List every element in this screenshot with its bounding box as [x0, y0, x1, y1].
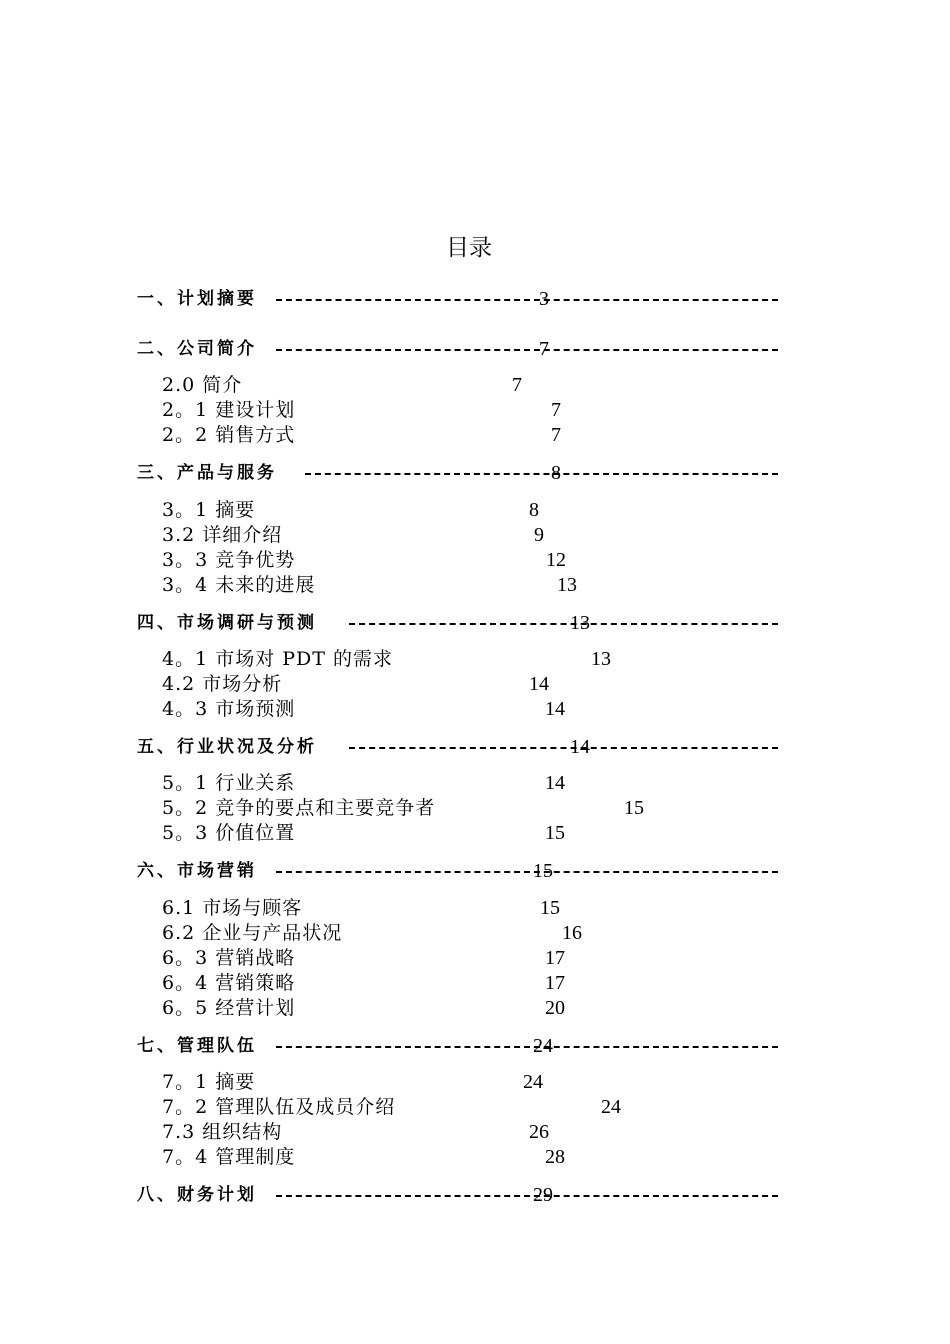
toc-subsection-page: 15 [624, 797, 644, 819]
toc-section[interactable] [137, 610, 778, 636]
toc-section-label: 七、管理队伍 [137, 1036, 257, 1056]
toc-subsection-page: 8 [529, 499, 539, 521]
toc-subsection-label: 7.3 组织结构 [162, 1121, 283, 1143]
toc-subsection-label: 6。4 营销策略 [162, 972, 296, 994]
toc-subsection-label: 6.2 企业与产品状况 [162, 922, 343, 944]
toc-section-page: 15 [533, 860, 553, 882]
toc-subsection[interactable] [162, 647, 393, 672]
toc-subsection-label: 2。2 销售方式 [162, 424, 296, 446]
toc-subsection[interactable] [162, 821, 295, 846]
toc-section[interactable] [137, 1182, 778, 1208]
toc-subsection[interactable] [162, 1070, 255, 1095]
toc-subsection[interactable] [162, 373, 242, 398]
toc-section-page: 7 [539, 338, 549, 360]
toc-section-label: 六、市场营销 [137, 861, 257, 881]
toc-subsection-label: 3.2 详细介绍 [162, 524, 283, 546]
toc-section[interactable] [137, 460, 778, 486]
toc-subsection-page: 24 [601, 1096, 621, 1118]
toc-section-label: 一、计划摘要 [137, 289, 257, 309]
toc-subsection-label: 3。4 未来的进展 [162, 574, 316, 596]
toc-subsection[interactable] [162, 548, 295, 573]
toc-section[interactable] [137, 336, 778, 362]
toc-subsection[interactable] [162, 398, 295, 423]
toc-subsection-label: 7。2 管理队伍及成员介绍 [162, 1096, 396, 1118]
toc-subsection[interactable] [162, 498, 255, 523]
toc-subsection-page: 13 [591, 648, 611, 670]
toc-subsection-page: 26 [529, 1121, 549, 1143]
toc-subsection[interactable] [162, 423, 295, 448]
toc-section-page: 3 [539, 288, 549, 310]
toc-subsection-label: 4.2 市场分析 [162, 673, 283, 695]
dotted-leader [349, 747, 778, 749]
toc-subsection-page: 24 [523, 1071, 543, 1093]
toc-subsection-label: 5。1 行业关系 [162, 772, 296, 794]
toc-subsection[interactable] [162, 771, 295, 796]
toc-subsection[interactable] [162, 996, 295, 1021]
toc-subsection-page: 12 [546, 549, 566, 571]
toc-subsection-page: 16 [562, 922, 582, 944]
toc-subsection[interactable] [162, 523, 282, 548]
toc-subsection-page: 14 [545, 772, 565, 794]
toc-section-label: 四、市场调研与预测 [137, 613, 317, 633]
toc-subsection-label: 3。1 摘要 [162, 499, 256, 521]
toc-subsection-page: 9 [534, 524, 544, 546]
toc-subsection-page: 7 [551, 424, 561, 446]
toc-subsection[interactable] [162, 672, 282, 697]
toc-section[interactable] [137, 858, 778, 884]
toc-section-label: 八、财务计划 [137, 1185, 257, 1205]
toc-subsection-label: 4。1 市场对 PDT 的需求 [162, 648, 393, 670]
toc-section-label: 二、公司简介 [137, 339, 257, 359]
toc-section-page: 24 [533, 1035, 553, 1057]
dotted-leader [276, 1046, 778, 1048]
toc-subsection-page: 17 [545, 947, 565, 969]
toc-subsection-label: 4。3 市场预测 [162, 698, 296, 720]
toc-section-page: 29 [533, 1184, 553, 1206]
toc-subsection[interactable] [162, 573, 315, 598]
toc-subsection[interactable] [162, 896, 302, 921]
toc-section[interactable] [137, 734, 778, 760]
toc-subsection-label: 3。3 竞争优势 [162, 549, 296, 571]
toc-subsection-label: 6.1 市场与顾客 [162, 897, 303, 919]
toc-subsection[interactable] [162, 946, 295, 971]
toc-section[interactable] [137, 286, 778, 312]
toc-section-page: 13 [570, 612, 590, 634]
toc-section-page: 8 [551, 462, 561, 484]
toc-subsection-page: 14 [545, 698, 565, 720]
toc-subsection-label: 7。1 摘要 [162, 1071, 256, 1093]
toc-title: 目录 [446, 235, 492, 261]
toc-subsection[interactable] [162, 971, 295, 996]
toc-subsection-label: 7。4 管理制度 [162, 1146, 296, 1168]
toc-subsection-page: 7 [551, 399, 561, 421]
toc-subsection-page: 14 [529, 673, 549, 695]
toc-subsection-label: 5。3 价值位置 [162, 822, 296, 844]
toc-subsection-page: 20 [545, 997, 565, 1019]
dotted-leader [276, 299, 778, 301]
dotted-leader [276, 349, 778, 351]
toc-section-label: 五、行业状况及分析 [137, 737, 317, 757]
toc-subsection-label: 6。5 经营计划 [162, 997, 296, 1019]
toc-section[interactable] [137, 1033, 778, 1059]
toc-subsection-page: 7 [512, 374, 522, 396]
toc-subsection-label: 5。2 竞争的要点和主要竞争者 [162, 797, 436, 819]
toc-subsection[interactable] [162, 697, 295, 722]
toc-subsection-page: 17 [545, 972, 565, 994]
toc-subsection-page: 28 [545, 1146, 565, 1168]
dotted-leader [276, 871, 778, 873]
toc-subsection[interactable] [162, 796, 435, 821]
toc-subsection-page: 15 [545, 822, 565, 844]
toc-subsection-label: 2。1 建设计划 [162, 399, 296, 421]
toc-section-label: 三、产品与服务 [137, 463, 277, 483]
toc-subsection-page: 13 [557, 574, 577, 596]
toc-section-page: 14 [570, 736, 590, 758]
dotted-leader [276, 1195, 778, 1197]
toc-subsection[interactable] [162, 921, 342, 946]
dotted-leader [305, 473, 778, 475]
dotted-leader [349, 623, 778, 625]
toc-subsection[interactable] [162, 1145, 295, 1170]
toc-subsection-label: 2.0 简介 [162, 374, 243, 396]
toc-subsection[interactable] [162, 1095, 395, 1120]
toc-subsection-label: 6。3 营销战略 [162, 947, 296, 969]
toc-subsection-page: 15 [540, 897, 560, 919]
toc-subsection[interactable] [162, 1120, 282, 1145]
